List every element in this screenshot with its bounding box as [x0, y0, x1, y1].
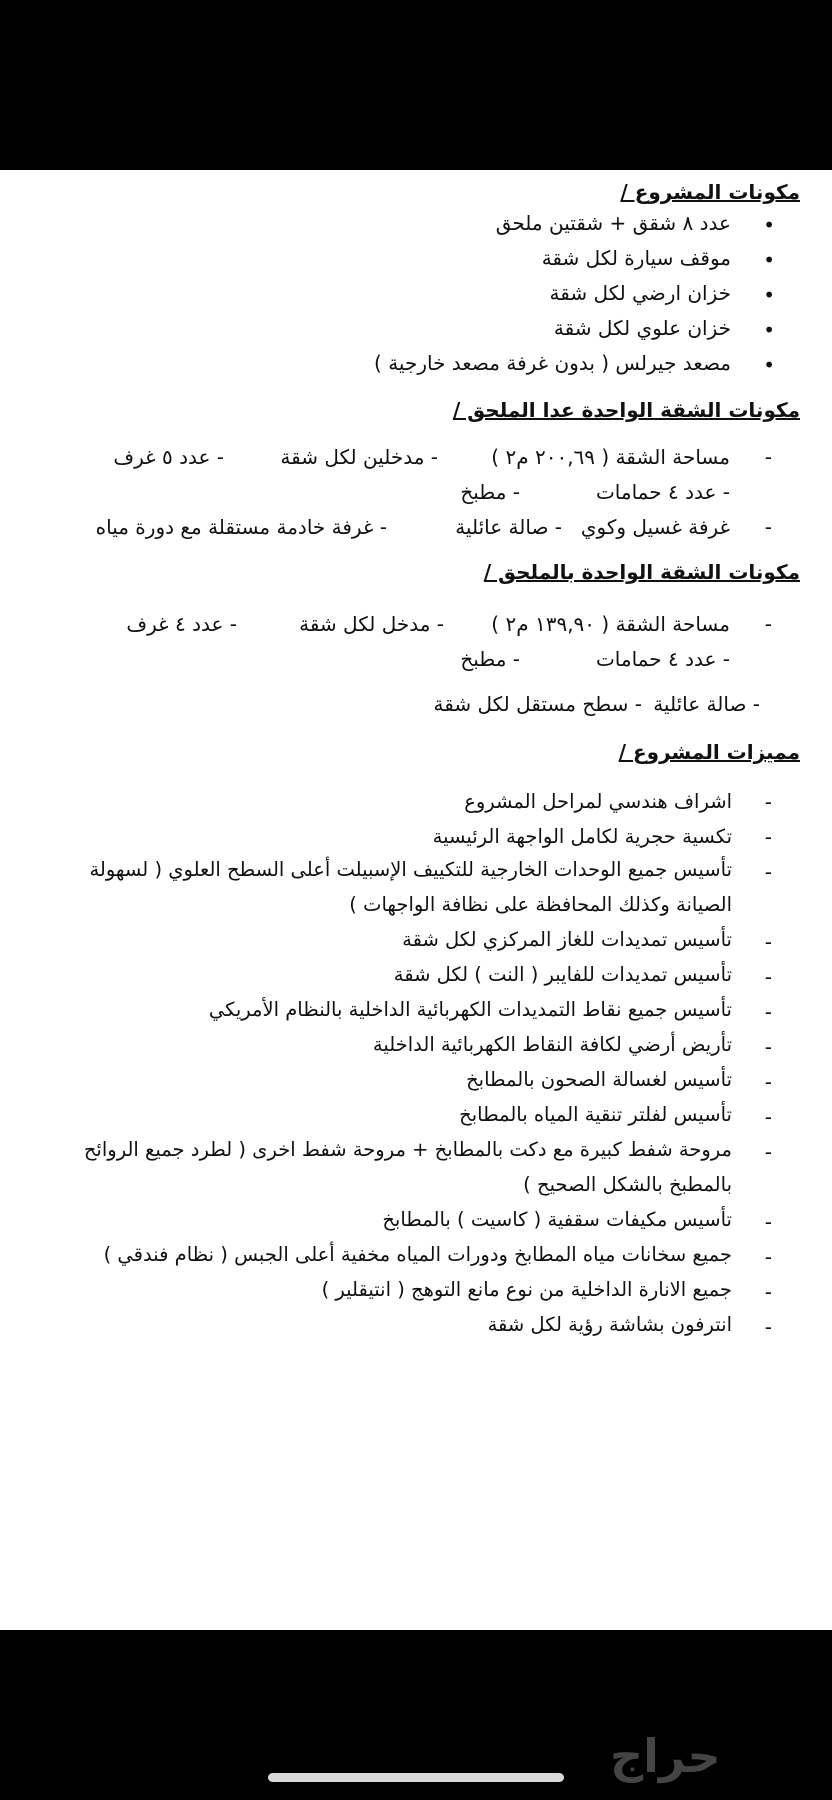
apartment-title: مكونات الشقة الواحدة عدا الملحق / [452, 398, 800, 422]
dash-marker: - [764, 445, 772, 469]
features-title: مميزات المشروع / [618, 740, 800, 764]
dash-marker: - [764, 1140, 772, 1164]
apartment-entrances: - مدخلين لكل شقة [280, 445, 438, 469]
dash-marker: - [764, 515, 772, 539]
annex-roof: - سطح مستقل لكل شقة [433, 692, 642, 716]
apartment-laundry: غرفة غسيل وكوي [580, 515, 730, 539]
annex-title: مكونات الشقة الواحدة بالملحق / [483, 560, 800, 584]
list-item: خزان ارضي لكل شقة [549, 281, 731, 305]
list-item: تأسيس تمديدات للغاز المركزي لكل شقة [402, 928, 732, 951]
dash-marker: - [764, 1280, 772, 1304]
document-page [0, 170, 832, 1630]
list-item: تأسيس جميع الوحدات الخارجية للتكييف الإسبيلت أعلى السطح العلوي ( لسهولة [89, 858, 732, 881]
annex-rooms: - عدد ٤ غرف [126, 612, 237, 636]
annex-area: مساحة الشقة ( ١٣٩,٩٠ م٢ ) [491, 612, 730, 636]
dash-marker: - [764, 1315, 772, 1339]
dash-marker: - [764, 1000, 772, 1024]
dash-marker: - [764, 1245, 772, 1269]
components-title: مكونات المشروع / [620, 180, 800, 204]
list-item-continued: الصيانة وكذلك المحافظة على نظافة الواجهات ) [349, 893, 732, 916]
list-item: تأريض أرضي لكافة النقاط الكهربائية الداخلية [372, 1033, 732, 1056]
list-item: تأسيس لغسالة الصحون بالمطابخ [466, 1068, 732, 1091]
list-item: تكسية حجرية لكامل الواجهة الرئيسية [432, 825, 732, 848]
list-item: مروحة شفط كبيرة مع دكت بالمطابخ + مروحة شفط اخرى ( لطرد جميع الروائح [83, 1138, 732, 1161]
dash-marker: - [764, 825, 772, 849]
list-item: تأسيس جميع نقاط التمديدات الكهربائية الداخلية بالنظام الأمريكي [208, 998, 732, 1021]
dash-marker: - [764, 1070, 772, 1094]
list-item: تأسيس تمديدات للفايبر ( النت ) لكل شقة [393, 963, 732, 986]
dash-marker: - [764, 965, 772, 989]
annex-entrance: - مدخل لكل شقة [299, 612, 444, 636]
list-item-continued: بالمطبخ بالشكل الصحيح ) [523, 1173, 732, 1196]
apartment-rooms: - عدد ٥ غرف [113, 445, 224, 469]
list-item: اشراف هندسي لمراحل المشروع [464, 790, 732, 813]
list-item: مصعد جيرلس ( بدون غرفة مصعد خارجية ) [374, 351, 731, 375]
bullet-icon: • [763, 283, 775, 307]
bullet-icon: • [763, 353, 775, 377]
dash-marker: - [764, 790, 772, 814]
list-item: تأسيس لفلتر تنقية المياه بالمطابخ [459, 1103, 732, 1126]
dash-marker: - [764, 1210, 772, 1234]
list-item: جميع سخانات مياه المطابخ ودورات المياه مخفية أعلى الجبس ( نظام فندقي ) [103, 1243, 732, 1266]
apartment-area: مساحة الشقة ( ٢٠٠,٦٩ م٢ ) [491, 445, 730, 469]
dash-marker: - [764, 1105, 772, 1129]
bullet-icon: • [763, 248, 775, 272]
list-item: موقف سيارة لكل شقة [541, 246, 731, 270]
dash-marker: - [764, 860, 772, 884]
list-item: جميع الانارة الداخلية من نوع مانع التوهج ( انتيقلير ) [321, 1278, 732, 1301]
annex-family-hall: - صالة عائلية [653, 692, 760, 716]
annex-kitchen: - مطبخ [460, 647, 520, 671]
list-item: انترفون بشاشة رؤية لكل شقة [487, 1313, 732, 1336]
annex-bathrooms: - عدد ٤ حمامات [595, 647, 730, 671]
apartment-family-hall: - صالة عائلية [455, 515, 562, 539]
apartment-maid-room: - غرفة خادمة مستقلة مع دورة مياه [95, 515, 387, 539]
haraj-watermark-logo: حراج [610, 1729, 721, 1783]
bullet-icon: • [763, 318, 775, 342]
apartment-kitchen: - مطبخ [460, 480, 520, 504]
dash-marker: - [764, 1035, 772, 1059]
list-item: خزان علوي لكل شقة [553, 316, 731, 340]
dash-marker: - [764, 612, 772, 636]
home-indicator[interactable] [268, 1773, 564, 1782]
dash-marker: - [764, 930, 772, 954]
bullet-icon: • [763, 213, 775, 237]
list-item: تأسيس مكيفات سقفية ( كاسيت ) بالمطابخ [382, 1208, 732, 1231]
apartment-bathrooms: - عدد ٤ حمامات [595, 480, 730, 504]
list-item: عدد ٨ شقق + شقتين ملحق [495, 211, 731, 235]
